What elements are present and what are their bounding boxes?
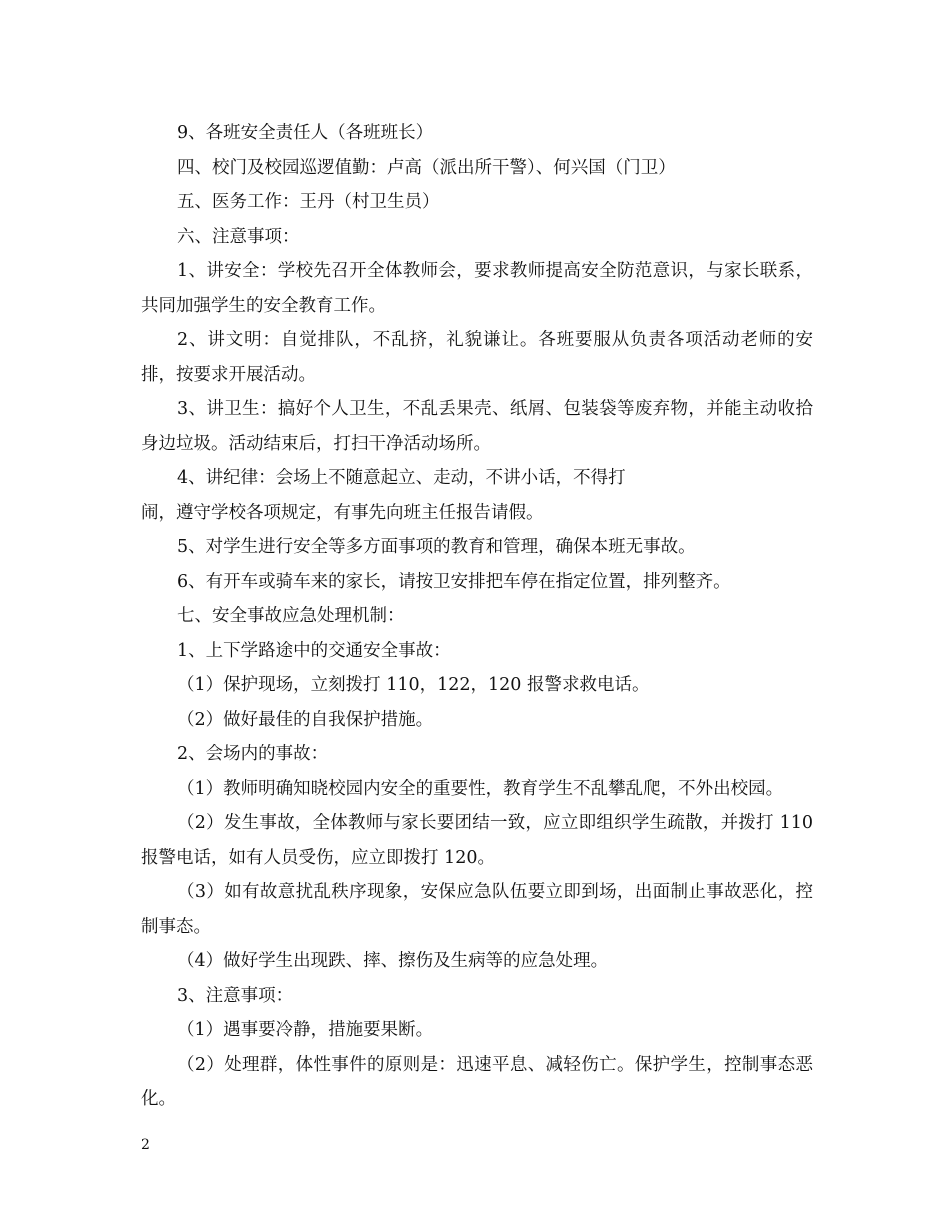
paragraph-section-6-heading: 六、注意事项：: [177, 226, 300, 247]
paragraph-venue-step-2: （2）发生事故，全体教师与家长要团结一致，应立即组织学生疏散，并拨打 110 报警电话，如有人员受伤，应立即拨打 120。: [141, 813, 813, 868]
paragraph-item-5: 5、对学生进行安全等多方面事项的教育和管理，确保本班无事故。: [177, 537, 696, 557]
paragraph-section-5: 五、医务工作：王丹（村卫生员）: [177, 192, 440, 212]
paragraph-item-6: 6、有开车或骑车来的家长，请按卫安排把车停在指定位置，排列整齐。: [177, 571, 731, 592]
paragraph-discipline-continued: 闹，遵守学校各项规定，有事先向班主任报告请假。: [141, 502, 544, 523]
paragraph-traffic-step-2: （2）做好最佳的自我保护措施。: [177, 709, 434, 730]
paragraph-venue-step-3: （3）如有故意扰乱秩序现象，安保应急队伍要立即到场，出面制止事故恶化，控制事态。: [141, 882, 813, 937]
paragraph-section-4: 四、校门及校园巡逻值勤：卢高（派出所干警）、何兴国（门卫）: [177, 157, 676, 178]
paragraph-notes-heading: 3、注意事项：: [177, 985, 294, 1006]
paragraph-venue-accident: 2、会场内的事故：: [177, 744, 329, 764]
paragraph-section-7-heading: 七、安全事故应急处理机制：: [177, 606, 405, 626]
paragraph-discipline: 4、讲纪律：会场上不随意起立、走动，不讲小话，不得打: [177, 468, 626, 488]
document-body: [141, 116, 813, 1117]
paragraph-civility: 2、讲文明：自觉排队，不乱挤，礼貌谦让。各班要服从负责各项活动老师的安排，按要求开展活动。: [141, 330, 813, 385]
paragraph-notes-step-1: （1）遇事要冷静，措施要果断。: [177, 1020, 434, 1040]
page-number: 2: [141, 1137, 150, 1153]
paragraph-venue-step-1: （1）教师明确知晓校园内安全的重要性，教育学生不乱攀乱爬，不外出校园。: [177, 778, 784, 799]
paragraph-venue-step-4: （4）做好学生出现跌、摔、擦伤及生病等的应急处理。: [177, 951, 609, 971]
paragraph-traffic-step-1: （1）保护现场，立刻拨打 110，122，120 报警求救电话。: [177, 675, 650, 695]
paragraph-notes-step-2: （2）处理群，体性事件的原则是：迅速平息、减轻伤亡。保护学生，控制事态恶化。: [141, 1054, 813, 1109]
paragraph-hygiene: 3、讲卫生：搞好个人卫生，不乱丢果壳、纸屑、包装袋等废弃物，并能主动收拾身边垃圾。活动结束后，打扫干净活动场所。: [141, 399, 813, 454]
paragraph-traffic-accident: 1、上下学路途中的交通安全事故：: [177, 640, 451, 661]
paragraph-safety: 1、讲安全：学校先召开全体教师会，要求教师提高安全防范意识，与家长联系，共同加强学生的安全教育工作。: [141, 261, 813, 316]
paragraph-section-9: 9、各班安全责任人（各班班长）: [177, 123, 434, 143]
